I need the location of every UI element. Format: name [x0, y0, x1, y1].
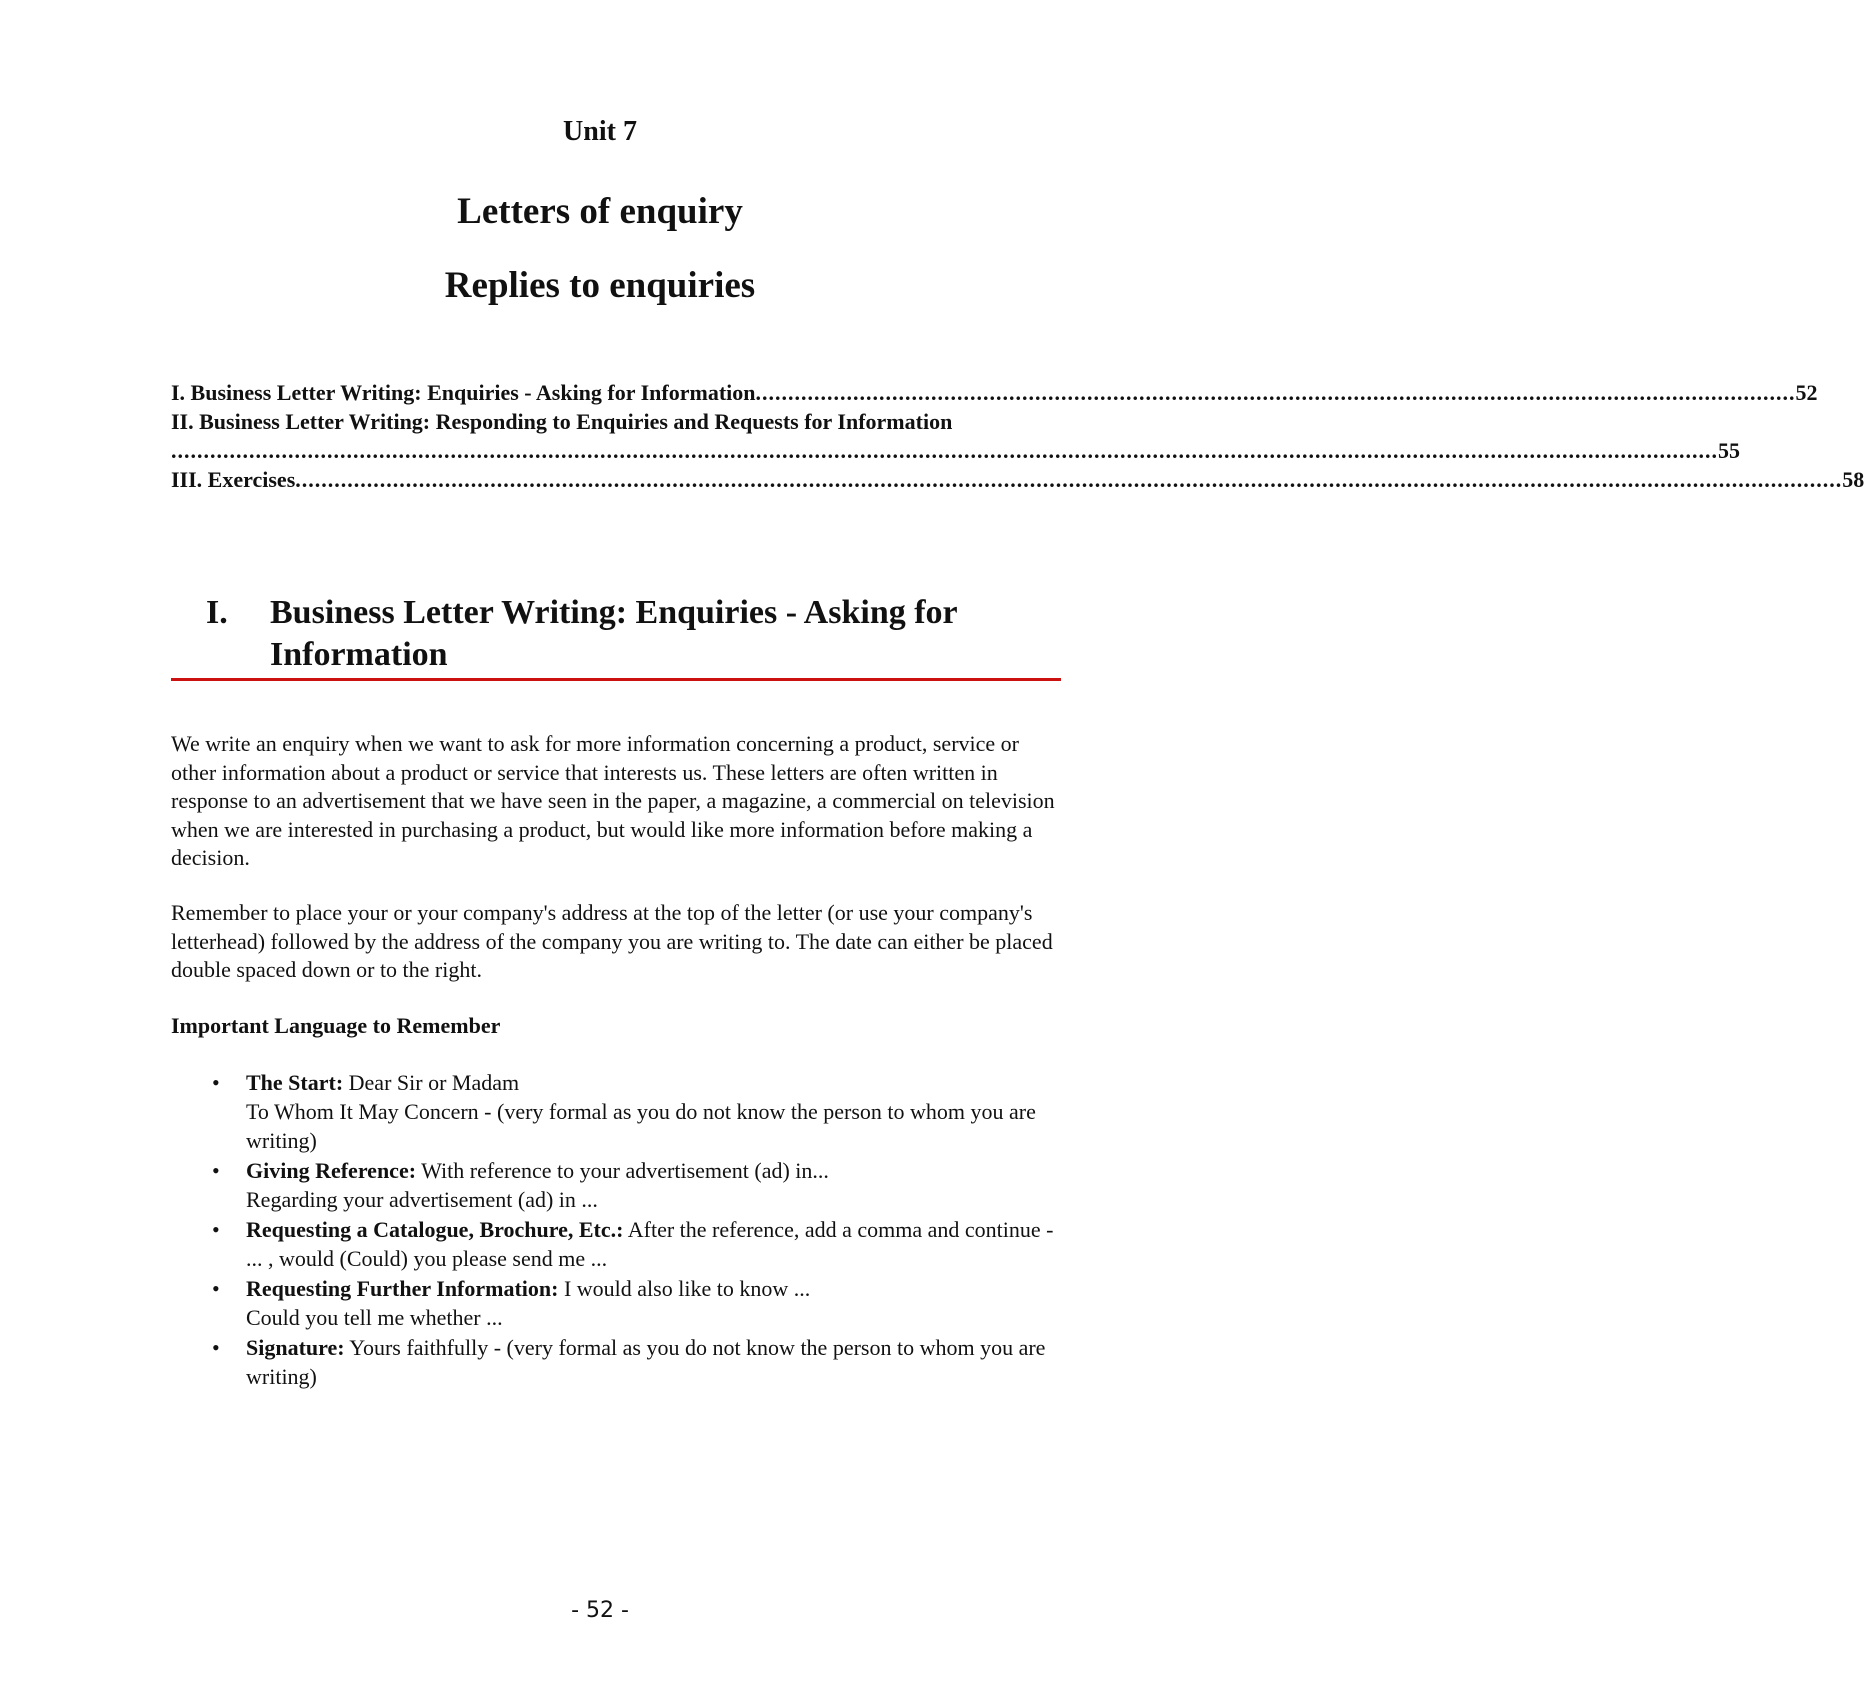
toc-entry-label: III. Exercises — [171, 467, 296, 492]
page-subtitle: Replies to enquiries — [444, 265, 756, 306]
bullet-icon: • — [212, 1276, 220, 1301]
bullet-icon: • — [212, 1217, 220, 1242]
unit-label: Unit 7 — [563, 116, 637, 147]
bullet-text: Dear Sir or Madam — [343, 1070, 520, 1095]
toc-entry-page: 52 — [1795, 380, 1818, 405]
subheading: Important Language to Remember — [171, 1013, 501, 1038]
bullet-text: I would also like to know ... — [558, 1276, 811, 1301]
page-title: Letters of enquiry — [457, 191, 743, 232]
toc-entry-3[interactable] — [171, 465, 1864, 494]
toc-entry-page: 55 — [1718, 438, 1740, 463]
list-item — [206, 1068, 1061, 1155]
section-number: I. — [206, 594, 228, 631]
toc-entry-1[interactable] — [171, 378, 1818, 407]
list-item — [206, 1333, 1061, 1391]
bullet-extra: Regarding your advertisement (ad) in ... — [246, 1187, 598, 1212]
bullet-text: Yours faithfully - (very formal as you do not know the person to whom you are writing) — [246, 1335, 1046, 1389]
list-item — [206, 1274, 1061, 1332]
bullet-extra: To Whom It May Concern - (very formal as you do not know the person to whom you are writing) — [246, 1099, 1036, 1153]
section-title: Business Letter Writing: Enquiries - Asking for Information — [270, 594, 958, 673]
toc-leader-dots: .............................................................................................................................................................................................................................................. — [295, 467, 1843, 492]
toc-entry-page: 58 — [1842, 467, 1864, 492]
bullet-extra: Could you tell me whether ... — [246, 1305, 503, 1330]
list-item — [206, 1156, 1061, 1214]
toc-leader-dots: .............................................................................................................................................................................................................................................. — [171, 438, 1718, 463]
table-of-contents — [171, 378, 1864, 494]
bullet-icon: • — [212, 1070, 220, 1095]
section-divider — [171, 678, 1061, 681]
language-bullet-list — [206, 1068, 1061, 1392]
toc-leader-dots: ................................................................................................................................................................ — [755, 380, 1796, 405]
toc-entry-2[interactable] — [171, 436, 1740, 465]
bullet-text: After the reference, add a comma and continue - ... , would (Could) you please send me ... — [246, 1217, 1054, 1271]
bullet-icon: • — [212, 1335, 220, 1360]
bullet-label: Giving Reference: — [246, 1158, 417, 1183]
bullet-label: Signature: — [246, 1335, 345, 1360]
page-number: - 52 - — [571, 1598, 629, 1623]
bullet-label: Requesting Further Information: — [246, 1276, 559, 1301]
toc-entry-2-label-row[interactable] — [171, 407, 1053, 436]
body-paragraph: Remember to place your or your company's address at the top of the letter (or use your company's letterhead) followed by the address of the company you are writing to. The date can either be placed double spaced down or to the right. — [171, 900, 1053, 982]
body-paragraph: We write an enquiry when we want to ask for more information concerning a product, service or other information about a product or service that interests us. These letters are often written in response to an advertisement that we have seen in the paper, a magazine, a commercial on television when we are interested in purchasing a product, but would like more information before making a decision. — [171, 731, 1055, 870]
toc-entry-label: I. Business Letter Writing: Enquiries - Asking for Information — [171, 380, 756, 405]
toc-entry-label: II. Business Letter Writing: Responding to Enquiries and Requests for Information — [171, 409, 953, 434]
bullet-icon: • — [212, 1158, 220, 1183]
bullet-label: The Start: — [246, 1070, 344, 1095]
bullet-text: With reference to your advertisement (ad) in... — [416, 1158, 829, 1183]
bullet-label: Requesting a Catalogue, Brochure, Etc.: — [246, 1217, 624, 1242]
list-item — [206, 1215, 1061, 1273]
